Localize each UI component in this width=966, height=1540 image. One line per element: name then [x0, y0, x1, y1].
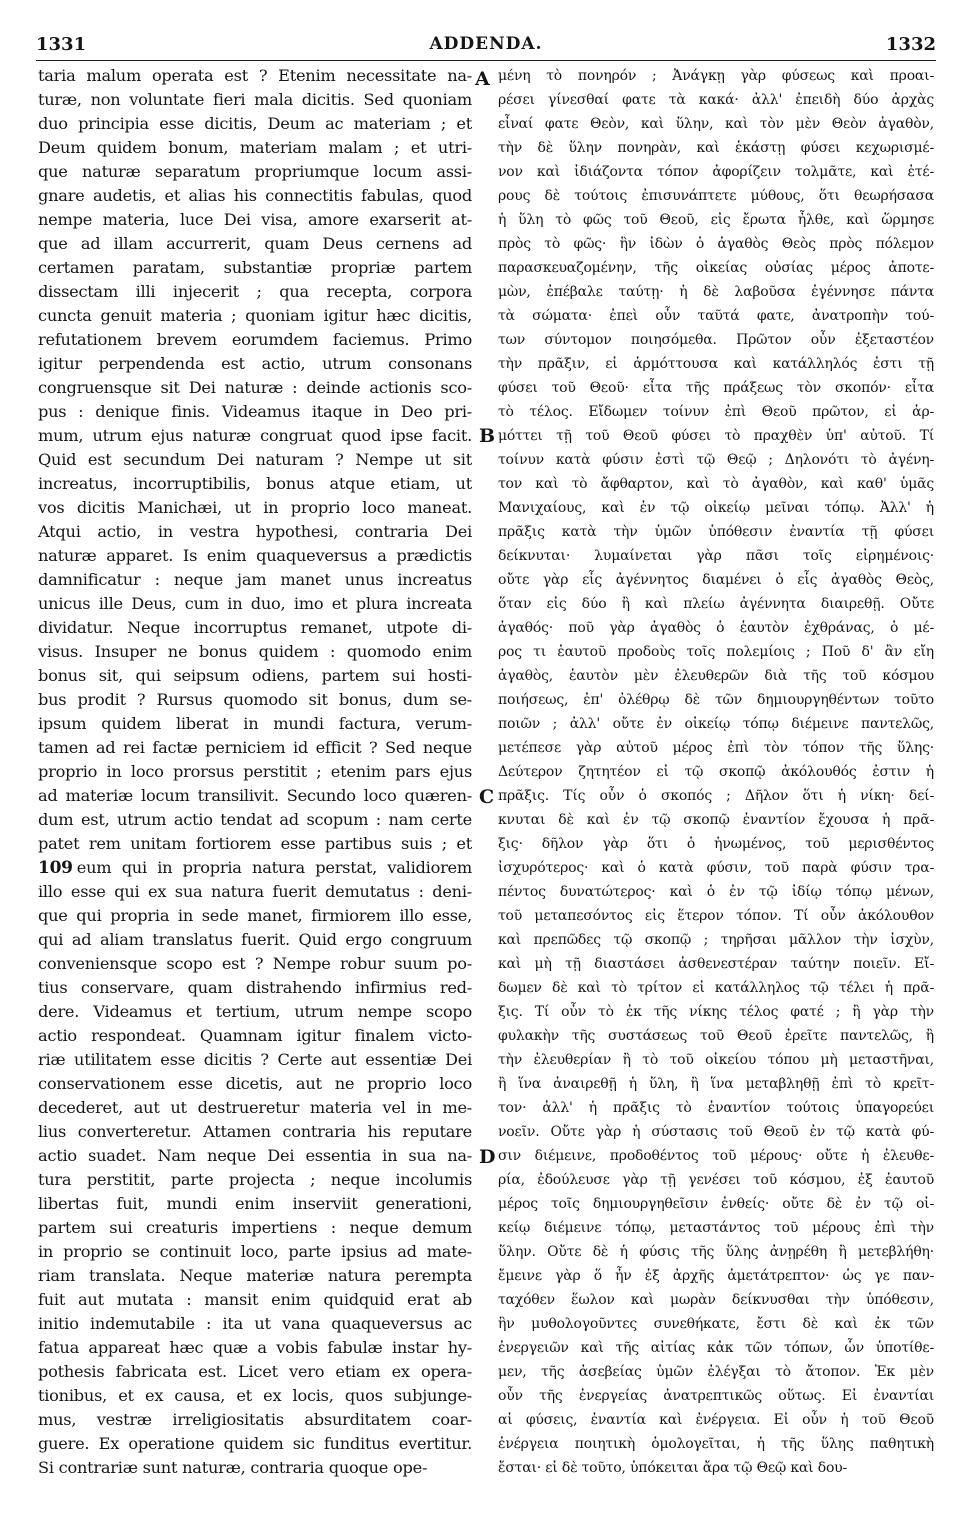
text-line [38, 808, 472, 832]
text-line [498, 1240, 934, 1264]
text-line [498, 1048, 934, 1072]
line-text: πρᾶξις κατὰ τὴν ὑμῶν ὑπόθεσιν ἐναντία τῇ φύσει [498, 524, 934, 540]
line-text: Deum quidem bonum, materiam malam ; et utri- [38, 138, 472, 157]
margin-page-number: 109 [38, 858, 73, 878]
text-line [498, 328, 934, 352]
text-line [498, 592, 934, 616]
line-text: increatus, incorruptibilis, bonus atque etiam, ut [38, 474, 472, 493]
text-line [498, 1384, 934, 1408]
line-text: Δεύτερον ζητητέον εἰ τῷ σκοπῷ ἀκόλουθός ἐστιν ἡ [498, 764, 934, 780]
line-text: partem sui creaturis impertiens : neque demum [38, 1218, 472, 1237]
page-header [36, 34, 936, 62]
line-text: que qui propria in sede manet, firmiorem illo esse, [38, 906, 472, 925]
text-line [498, 400, 934, 424]
text-line [498, 760, 934, 784]
line-text: παρασκευαζομένην, τῆς οἰκείας οὐσίας μέρος ἀποτε- [498, 260, 934, 276]
line-text: καὶ μὴ τῇ διαστάσει ἀσθενεστέραν ταύτην ποιεῖν. Εἴ- [498, 956, 934, 972]
line-text: ipsum quidem liberat in mundi factura, verum- [38, 714, 472, 733]
line-text: certamen paratam, substantiæ propriæ partem [38, 258, 472, 277]
text-line [498, 1024, 934, 1048]
line-text: εἶναί φατε Θεὸν, καὶ ὕλην, καὶ τὸν μὲν Θεὸν ἀγαθὸν, [498, 116, 934, 132]
text-line [38, 448, 472, 472]
text-line [498, 256, 934, 280]
line-text: mum, utrum ejus naturæ congruat quod ipse facit. [38, 426, 472, 445]
text-line [38, 832, 472, 856]
line-text: vos dicitis Manichæi, ut in proprio loco maneat. [38, 498, 472, 517]
text-line [38, 1456, 472, 1480]
line-text: ρος τι ἑαυτοῦ προδοὺς τοῖς πολεμίοις ; Ποῦ δ' ἂν εἴη [498, 644, 934, 660]
line-text: duo principia esse dicitis, Deum ac materiam ; et [38, 114, 472, 133]
text-line [38, 1024, 472, 1048]
text-line [498, 208, 934, 232]
text-line [498, 832, 934, 856]
line-text: ἔμεινε γὰρ ὅ ἦν ἐξ ἀρχῆς ἀμετάτρεπτον· ὡς γε παν- [498, 1268, 934, 1284]
line-text: ἀγαθὸς, ἑαυτὸν μὲν ἐλευθερῶν διὰ τῆς τοῦ κόσμου [498, 668, 934, 684]
header-rule [36, 60, 936, 61]
text-line [38, 352, 472, 376]
line-text: αἱ φύσεις, ἐναντία καὶ ἐνέργεια. Εἰ οὖν ἡ τοῦ Θεοῦ [498, 1412, 934, 1428]
line-text: ἢ ἵνα ἀναιρεθῇ ἡ ὕλη, ἢ ἵνα μεταβληθῇ ἐπὶ τὸ κρεῖτ- [498, 1076, 934, 1092]
line-text: φυλακὴν τῆς συστάσεως τοῦ Θεοῦ ἐρεῖτε παντελῶς, ἢ [498, 1028, 934, 1044]
line-text: ἰσχυρότερος· καὶ ὁ κατὰ φύσιν, τοῦ παρὰ φύσιν τρα- [498, 860, 934, 876]
text-line [38, 976, 472, 1000]
text-line [498, 160, 934, 184]
line-text: ὕλην. Οὔτε δὲ ἡ φύσις τῆς ὕλης ἀνῃρέθη ἢ μετεβλήθη· [498, 1244, 934, 1260]
line-text: fatua appareat hæc quæ a vobis fabulæ instar hy- [38, 1338, 472, 1357]
text-line [38, 712, 472, 736]
margin-letter-b: B [479, 425, 496, 447]
text-line [38, 208, 472, 232]
text-line [498, 280, 934, 304]
text-line [498, 616, 934, 640]
text-line [38, 136, 472, 160]
text-line [38, 520, 472, 544]
line-text: dissectam illi injecerit ; qua recepta, corpora [38, 282, 472, 301]
text-line [498, 376, 934, 400]
line-text: ἐνεργειῶν καὶ τῆς αἰτίας κἀκ τῶν τόπων, ὧν ὑποτίθε- [498, 1340, 934, 1356]
text-line [498, 880, 934, 904]
line-text: bonus sit, qui seipsum odiens, partem sui hosti- [38, 666, 472, 685]
line-text: ὅταν εἰς δύο ἢ καὶ πλείω ἀγέννητα διαιρεθῇ. Οὔτε [498, 596, 934, 612]
line-text: riam translata. Neque materiæ natura perempta [38, 1266, 472, 1285]
text-line [498, 712, 934, 736]
text-line [498, 1144, 934, 1168]
text-line [38, 616, 472, 640]
line-text: ρία, ἐδούλευσε γὰρ τῇ γενέσει τοῦ κόσμου, ἐξ ἑαυτοῦ [498, 1172, 934, 1188]
line-text: μένη τὸ πονηρόν ; Ἀνάγκῃ γὰρ φύσεως καὶ προαι- [498, 68, 934, 84]
text-line [38, 256, 472, 280]
text-line [498, 232, 934, 256]
text-line [498, 928, 934, 952]
line-text: μὼν, ἐπέβαλε ταύτῃ· ἡ δὲ λαβοῦσα ἐγέννησε πάντα [498, 284, 934, 300]
line-text: gnare audetis, et alias his connectitis fabulas, quod [38, 186, 472, 205]
text-line [38, 568, 472, 592]
text-line [498, 352, 934, 376]
line-text: conservationem esse dicetis, aut ne proprio loco [38, 1074, 472, 1093]
text-line [38, 904, 472, 928]
line-text: Atqui actio, in vestra hypothesi, contraria Dei [38, 522, 472, 541]
text-line [38, 1432, 472, 1456]
text-line [38, 472, 472, 496]
line-text: pothesis fabricata est. Licet vero etiam ex opera- [38, 1362, 472, 1381]
line-text: mus, vestræ irreligiositatis absurditatem coar- [38, 1410, 472, 1429]
text-line [498, 496, 934, 520]
text-line [38, 928, 472, 952]
line-text: μετέπεσε γὰρ αὐτοῦ μέρος ἐπὶ τὸν τόπον τῆς ὕλης· [498, 740, 934, 756]
text-line [38, 592, 472, 616]
line-text: τον καὶ τὸ ἄφθαρτον, καὶ τὸ ἀγαθὸν, καὶ καθ' ὑμᾶς [498, 476, 934, 492]
line-text: μέρος τοῖς δημιουργηθεῖσιν ἐνθείς· οὔτε δὲ ἐν τῷ οἰ- [498, 1196, 934, 1212]
line-text: turæ, non voluntate fieri mala dicitis. Sed quoniam [38, 90, 472, 109]
text-line [38, 664, 472, 688]
text-line [38, 1192, 472, 1216]
text-line [38, 1000, 472, 1024]
line-text: οὖν τῆς ἐνεργείας ἀνατρεπτικῶς οὕτως. Εἰ ἐναντίαι [498, 1388, 934, 1404]
text-line [498, 1288, 934, 1312]
line-text: τὸ τέλος. Εἴδωμεν τοίνυν ἐπὶ Θεοῦ πρῶτον, εἰ ἁρ- [498, 404, 934, 420]
text-line [498, 1096, 934, 1120]
line-text: refutationem brevem eorumdem faciemus. Primo [38, 330, 472, 349]
line-text: naturæ apparet. Is enim quaqueversus a prædictis [38, 546, 472, 565]
text-line [38, 424, 472, 448]
line-text: tionibus, et ex causa, et ex locis, quos subjunge- [38, 1386, 472, 1405]
margin-letter-d: D [479, 1146, 496, 1168]
text-line [498, 1264, 934, 1288]
line-text: ταχόθεν ἕωλον καὶ μωρὰν δείκνυσθαι τὴν ὑπόθεσιν, [498, 1292, 934, 1308]
line-text: νοεῖν. Οὔτε γὰρ ἡ σύστασις τοῦ Θεοῦ ἐν τῷ κατὰ φύ- [498, 1124, 934, 1140]
line-text: ἔσται· εἰ δὲ τοῦτο, ὑπόκειται ἄρα τῷ Θεῷ καὶ δου- [498, 1460, 848, 1476]
text-line [38, 400, 472, 424]
text-line [38, 1336, 472, 1360]
line-text: fuit aut mutata : mansit enim quidquid erat ab [38, 1290, 472, 1309]
text-line [498, 64, 934, 88]
line-text: libertas fuit, mundi enim inserviit generationi, [38, 1194, 472, 1213]
line-text: μόττει τῇ τοῦ Θεοῦ φύσει τὸ πραχθὲν ὑπ' αὐτοῦ. Τί [498, 428, 934, 444]
line-text: igitur perpendenda est actio, utrum consonans [38, 354, 472, 373]
text-line [38, 688, 472, 712]
text-line [38, 1048, 472, 1072]
line-text: bus prodit ? Rursus quomodo sit bonus, dum se- [38, 690, 472, 709]
text-line [498, 568, 934, 592]
line-text: ξις· δῆλον γὰρ ὅτι ὁ ἡνωμένος, τοῦ μερισθέντος [498, 836, 934, 852]
line-text: decederet, aut ut destrueretur materia vel in me- [38, 1098, 472, 1117]
greek-column [498, 64, 934, 1480]
line-text: ἣν μυθολογοῦντες συνεθήκατε, ἔστι δὲ καὶ ἐκ τῶν [498, 1316, 934, 1332]
line-text: que ad illam accurrerit, quam Deus cernens ad [38, 234, 472, 253]
margin-letter-a: A [475, 68, 490, 90]
line-text: καὶ πρεπῶδες τῷ σκοπῷ ; τηρῆσαι μᾶλλον τὴν ἰσχὺν, [498, 932, 934, 948]
text-line [498, 664, 934, 688]
text-line [498, 1456, 934, 1480]
line-text: τον· ἀλλ' ἡ πρᾶξις τὸ ἐναντίον τούτοις ὑπαγορεύει [498, 1100, 934, 1116]
line-text: δωμεν δὲ καὶ τὸ τρίτον εἰ κατάλληλος τῷ τέλει ἡ πρᾶ- [498, 980, 934, 996]
text-line [498, 544, 934, 568]
text-line [38, 232, 472, 256]
line-text: κείῳ διέμεινε τόπῳ, μεταστάντος τοῦ μέρους ἐπὶ τὴν [498, 1220, 934, 1236]
text-line [498, 952, 934, 976]
line-text: Si contrariæ sunt naturæ, contraria quoque ope- [38, 1458, 428, 1477]
line-text: cuncta genuit materia ; quoniam igitur hæc dicitis, [38, 306, 472, 325]
line-text: illo esse qui ex sua natura fuerit demutatus : deni- [38, 882, 472, 901]
line-text: unicus ille Deus, cum in duo, imo et plura increata [38, 594, 472, 613]
latin-column [38, 64, 472, 1480]
text-line [498, 1360, 934, 1384]
line-text: κνυται δὲ καὶ ἐν τῷ σκοπῷ ἐναντίον ἔχουσα ἡ πρᾶ- [498, 812, 934, 828]
text-line [498, 520, 934, 544]
line-text: τὴν πρᾶξιν, εἰ ἁρμόττουσα καὶ κατάλληλός ἐστι τῇ [498, 356, 934, 372]
line-text: ξις. Τί οὖν τὸ ἐκ τῆς νίκης τέλος φατέ ; ἢ γὰρ τὴν [498, 1004, 934, 1020]
line-text: φύσει τοῦ Θεοῦ· εἶτα τῆς πράξεως τὸν σκοπόν· εἶτα [498, 380, 934, 396]
line-text: ποιῶν ; ἀλλ' οὔτε ἐν οἰκείῳ τόπῳ διέμεινε παντελῶς, [498, 716, 934, 732]
text-line [38, 856, 472, 880]
text-line [498, 1120, 934, 1144]
line-text: initio indemutabile : ita ut vana quaqueversus ac [38, 1314, 472, 1333]
text-line [498, 424, 934, 448]
text-line [38, 880, 472, 904]
text-line [498, 1336, 934, 1360]
text-line [38, 1360, 472, 1384]
text-line [498, 640, 934, 664]
text-line [498, 976, 934, 1000]
text-line [498, 1216, 934, 1240]
text-line [38, 304, 472, 328]
line-text: nempe materia, luce Dei visa, amore exarserit at- [38, 210, 472, 229]
line-text: ἡ ὕλη τὸ φῶς τοῦ Θεοῦ, εἰς ἔρωτα ἦλθε, καὶ ὥρμησε [498, 212, 934, 228]
text-line [498, 1432, 934, 1456]
line-text: πέντος δυνατώτερος· καὶ ὁ ἐν τῷ ἰδίῳ τόπῳ μένων, [498, 884, 934, 900]
line-text: σιν διέμεινε, προδοθέντος τοῦ μέρους· οὔτε ἡ ἐλευθε- [498, 1148, 934, 1164]
left-column-number: 1331 [36, 34, 87, 55]
line-text: τὴν ἐλευθερίαν ἢ τὸ τοῦ οἰκείου τόπου μὴ μεταστῆναι, [498, 1052, 934, 1068]
line-text: τοίνυν κατὰ φύσιν ἐστὶ τῷ Θεῷ ; Δηλονότι τὸ ἀγένη- [498, 452, 934, 468]
text-line [38, 64, 472, 88]
line-text: Μανιχαίους, καὶ ἐν τῷ οἰκείῳ μεῖναι τόπῳ. Ἀλλ' ἡ [498, 500, 934, 516]
line-text: τὴν δὲ ὕλην πονηρὰν, καὶ ἑκάστῃ φύσει κεχωρισμέ- [498, 140, 934, 156]
text-line [498, 472, 934, 496]
line-text: οὔτε γὰρ εἷς ἀγέννητος διαμένει ὁ εἷς ἀγαθὸς Θεὸς, [498, 572, 934, 588]
text-line [498, 688, 934, 712]
text-line [38, 496, 472, 520]
line-text: riæ utilitatem esse dicitis ? Certe aut essentiæ Dei [38, 1050, 472, 1069]
line-text: damnificatur : neque jam manet unus increatus [38, 570, 472, 589]
text-line [498, 112, 934, 136]
text-line [498, 1000, 934, 1024]
text-line [498, 136, 934, 160]
text-line [498, 1192, 934, 1216]
text-line [38, 1384, 472, 1408]
line-text: taria malum operata est ? Etenim necessitate na- [38, 66, 472, 85]
line-text: dum est, utrum actio tendat ad scopum : nam certe [38, 810, 472, 829]
line-text: δείκνυται· λυμαίνεται γὰρ πᾶσι τοῖς εἰρημένοις· [498, 548, 934, 564]
text-line [38, 184, 472, 208]
text-line [498, 1168, 934, 1192]
text-line [38, 1264, 472, 1288]
line-text: ρέσει γίνεσθαί φατε τὰ κακά· ἀλλ' ἐπειδὴ δύο ἀρχὰς [498, 92, 934, 108]
text-line [498, 808, 934, 832]
text-line [498, 1408, 934, 1432]
text-line [38, 112, 472, 136]
text-line [498, 88, 934, 112]
text-line [38, 328, 472, 352]
line-text: Quid est secundum Dei naturam ? Nempe ut sit [38, 450, 472, 469]
text-line [38, 784, 472, 808]
line-text: πρὸς τὸ φῶς· ἣν ἰδὼν ὁ ἀγαθὸς Θεὸς πρὸς πόλεμον [498, 236, 934, 252]
text-line [38, 1120, 472, 1144]
text-line [38, 1072, 472, 1096]
line-text: ad materiæ locum transilivit. Secundo loco quæren- [38, 786, 472, 805]
line-text: πρᾶξις. Τίς οὖν ὁ σκοπός ; Δῆλον ὅτι ἡ νίκη· δεί- [498, 788, 934, 804]
line-text: ρους δὲ τούτοις ἐπισυνάπτετε μύθους, ὅτι θεωρήσασα [498, 188, 934, 204]
line-text: ἐνέργεια ποιητικὴ ὁμολογεῖται, ἡ τῆς ὕλης παθητικὴ [498, 1436, 934, 1452]
text-line [38, 376, 472, 400]
line-text: τὰ σώματα· ἐπεὶ οὖν ταῦτά φατε, ἀνατροπὴν τού- [498, 308, 934, 324]
line-text: dividatur. Neque incorruptus remanet, utpote di- [38, 618, 472, 637]
line-text: patet rem unitam fortiorem esse partibus suis ; et [38, 834, 472, 853]
text-line [38, 1216, 472, 1240]
text-line [38, 1312, 472, 1336]
text-line [38, 160, 472, 184]
line-text: que naturæ separatum propriumque locum assi- [38, 162, 472, 181]
text-line [38, 1288, 472, 1312]
line-text: proprio in loco prorsus perstitit ; etenim pars ejus [38, 762, 472, 781]
line-text: in proprio se continuit loco, parte ipsius ad mate- [38, 1242, 472, 1261]
line-text: conveniensque scopo est ? Nempe robur suum po- [38, 954, 472, 973]
text-line [38, 952, 472, 976]
line-text: eum qui in propria natura perstat, validiorem [76, 858, 472, 877]
text-line [498, 904, 934, 928]
line-text: dere. Videamus et tertium, utrum nempe scopo [38, 1002, 472, 1021]
text-line [498, 856, 934, 880]
text-line [38, 1144, 472, 1168]
text-line [498, 448, 934, 472]
line-text: των σύντομον ποιησόμεθα. Πρῶτον οὖν ἐξεταστέον [498, 332, 934, 348]
line-text: tius conservare, quam distrahendo infirmius red- [38, 978, 472, 997]
line-text: pus : denique finis. Videamus itaque in Deo pri- [38, 402, 472, 421]
text-line [38, 1096, 472, 1120]
text-line [498, 1312, 934, 1336]
text-line [38, 88, 472, 112]
line-text: ποιήσεως, ἐπ' ὀλέθρῳ δὲ τῶν δημιουργηθέντων τοῦτο [498, 692, 934, 708]
text-line [498, 304, 934, 328]
line-text: guere. Ex operatione quidem sic funditus evertitur. [38, 1434, 472, 1453]
line-text: νον καὶ ἰδιάζοντα τόπον ἀφορίζειν τολμᾶτε, καὶ ἑτέ- [498, 164, 934, 180]
line-text: actio respondeat. Quamnam igitur finalem victo- [38, 1026, 472, 1045]
line-text: τοῦ μεταπεσόντος εἰς ἕτερον τόπον. Τί οὖν ἀκόλουθον [498, 908, 934, 924]
text-line [498, 736, 934, 760]
line-text: μεν, τῆς ἀσεβείας ὑμῶν ἐλέγξαι τὸ ἄτοπον. Ἐκ μὲν [498, 1364, 934, 1380]
running-title: ADDENDA. [429, 34, 543, 54]
text-line [38, 736, 472, 760]
right-column-number: 1332 [885, 34, 936, 55]
line-text: tura perstitit, parte projecta ; neque incolumis [38, 1170, 472, 1189]
line-text: lius converteretur. Attamen contraria his reputare [38, 1122, 472, 1141]
line-text: qui ad aliam translatus fuerit. Quid ergo congruum [38, 930, 472, 949]
text-line [38, 1408, 472, 1432]
margin-letter-c: C [479, 786, 495, 808]
line-text: tamen ad rei factæ perniciem id efficit ? Sed neque [38, 738, 472, 757]
text-line [38, 760, 472, 784]
text-line [38, 280, 472, 304]
text-line [498, 784, 934, 808]
text-line [38, 1240, 472, 1264]
text-line [38, 640, 472, 664]
line-text: ἀγαθός· ποῦ γὰρ ἀγαθὸς ὁ ἑαυτὸν ἐχθράνας, ὁ μέ- [498, 620, 934, 636]
text-line [38, 1168, 472, 1192]
line-text: congruensque sit Dei naturæ : deinde actionis sco- [38, 378, 472, 397]
line-text: actio suadet. Nam neque Dei essentia in sua na- [38, 1146, 472, 1165]
text-line [38, 544, 472, 568]
text-line [498, 184, 934, 208]
text-line [498, 1072, 934, 1096]
line-text: visus. Insuper ne bonus quidem : quomodo enim [38, 642, 472, 661]
